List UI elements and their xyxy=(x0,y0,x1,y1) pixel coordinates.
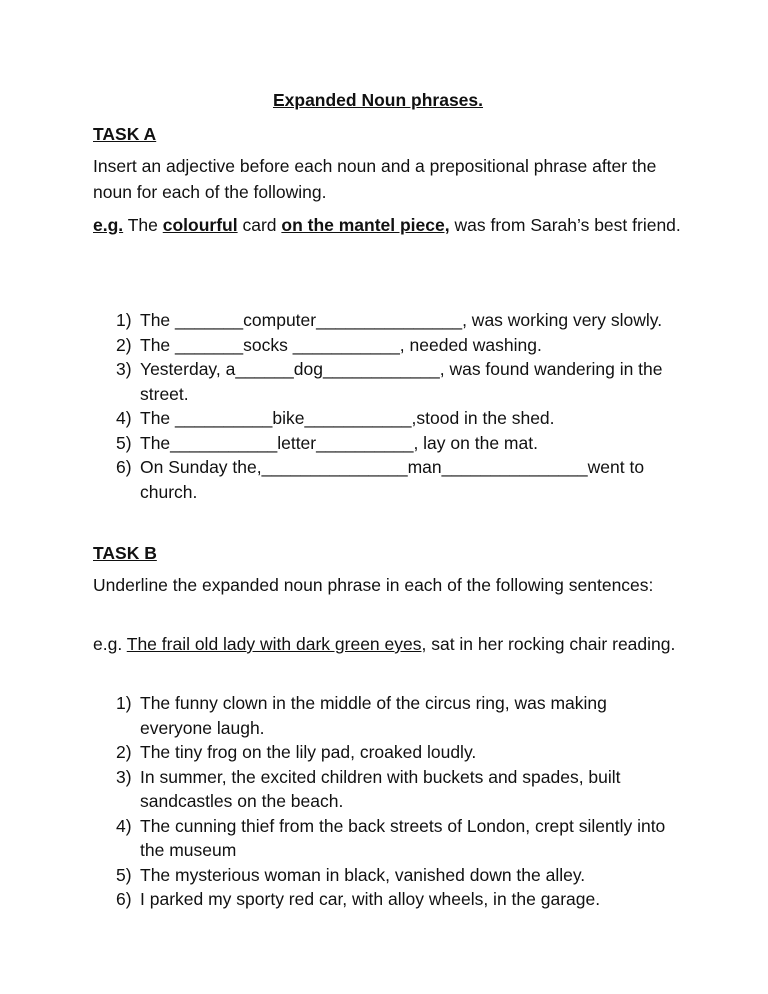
task-b-example xyxy=(93,631,683,657)
list-item xyxy=(93,765,683,814)
item-text: The __________bike___________,stood in the shed. xyxy=(140,408,555,428)
list-item xyxy=(93,308,683,333)
example-underlined: The frail old lady with dark green eyes xyxy=(126,634,422,654)
example-text-2: card xyxy=(237,215,282,235)
example-text-3: was from Sarah’s best friend. xyxy=(449,215,681,235)
task-b-heading: TASK B xyxy=(93,543,157,563)
list-item xyxy=(93,333,683,358)
page-title: Expanded Noun phrases. xyxy=(272,90,484,110)
example-phrase: on the mantel piece, xyxy=(281,215,450,235)
item-number: 6) xyxy=(116,457,132,477)
list-item xyxy=(93,887,683,912)
item-number: 3) xyxy=(116,359,132,379)
item-text: The mysterious woman in black, vanished down the alley. xyxy=(140,864,586,885)
item-text: The _______socks ___________, needed washing. xyxy=(140,334,542,355)
item-number: 3) xyxy=(116,766,132,787)
item-text: The cunning thief from the back streets of London, crept silently into the museum xyxy=(140,815,666,860)
task-a-example xyxy=(93,212,683,238)
example-label: e.g. xyxy=(93,634,127,654)
list-item xyxy=(93,814,683,863)
item-text: Yesterday, a______dog____________, was found wandering in the street. xyxy=(140,359,663,404)
task-a-instruction: Insert an adjective before each noun and a prepositional phrase after the noun for each of the following. xyxy=(93,156,657,202)
example-text-1: The xyxy=(123,215,163,235)
item-text: The___________letter__________, lay on the mat. xyxy=(140,432,538,453)
task-a-heading: TASK A xyxy=(93,124,157,144)
item-text: The funny clown in the middle of the circus ring, was making everyone laugh. xyxy=(140,693,607,738)
task-a-list xyxy=(93,308,683,504)
list-item xyxy=(93,406,683,431)
item-number: 5) xyxy=(116,864,132,885)
list-item xyxy=(93,357,683,406)
item-text: The _______computer_______________, was working very slowly. xyxy=(140,310,663,330)
item-number: 5) xyxy=(116,432,132,453)
item-number: 4) xyxy=(116,408,132,428)
example-label: e.g. xyxy=(93,215,124,235)
item-number: 6) xyxy=(116,889,132,909)
example-adjective: colourful xyxy=(162,215,238,235)
item-number: 1) xyxy=(116,310,132,330)
task-b-instruction: Underline the expanded noun phrase in each of the following sentences: xyxy=(93,575,654,595)
list-item xyxy=(93,863,683,888)
item-text: On Sunday the,_______________man_______________went to church. xyxy=(140,457,645,502)
example-rest: , sat in her rocking chair reading. xyxy=(421,634,676,654)
list-item xyxy=(93,431,683,456)
list-item xyxy=(93,455,683,504)
item-text: The tiny frog on the lily pad, croaked loudly. xyxy=(140,742,477,762)
list-item xyxy=(93,740,683,765)
item-number: 4) xyxy=(116,815,132,836)
item-text: In summer, the excited children with buckets and spades, built sandcastles on the beach. xyxy=(140,766,621,811)
item-number: 2) xyxy=(116,334,132,355)
item-number: 2) xyxy=(116,742,132,762)
task-b-list xyxy=(93,691,683,912)
list-item xyxy=(93,691,683,740)
item-number: 1) xyxy=(116,693,132,713)
item-text: I parked my sporty red car, with alloy wheels, in the garage. xyxy=(140,889,601,909)
